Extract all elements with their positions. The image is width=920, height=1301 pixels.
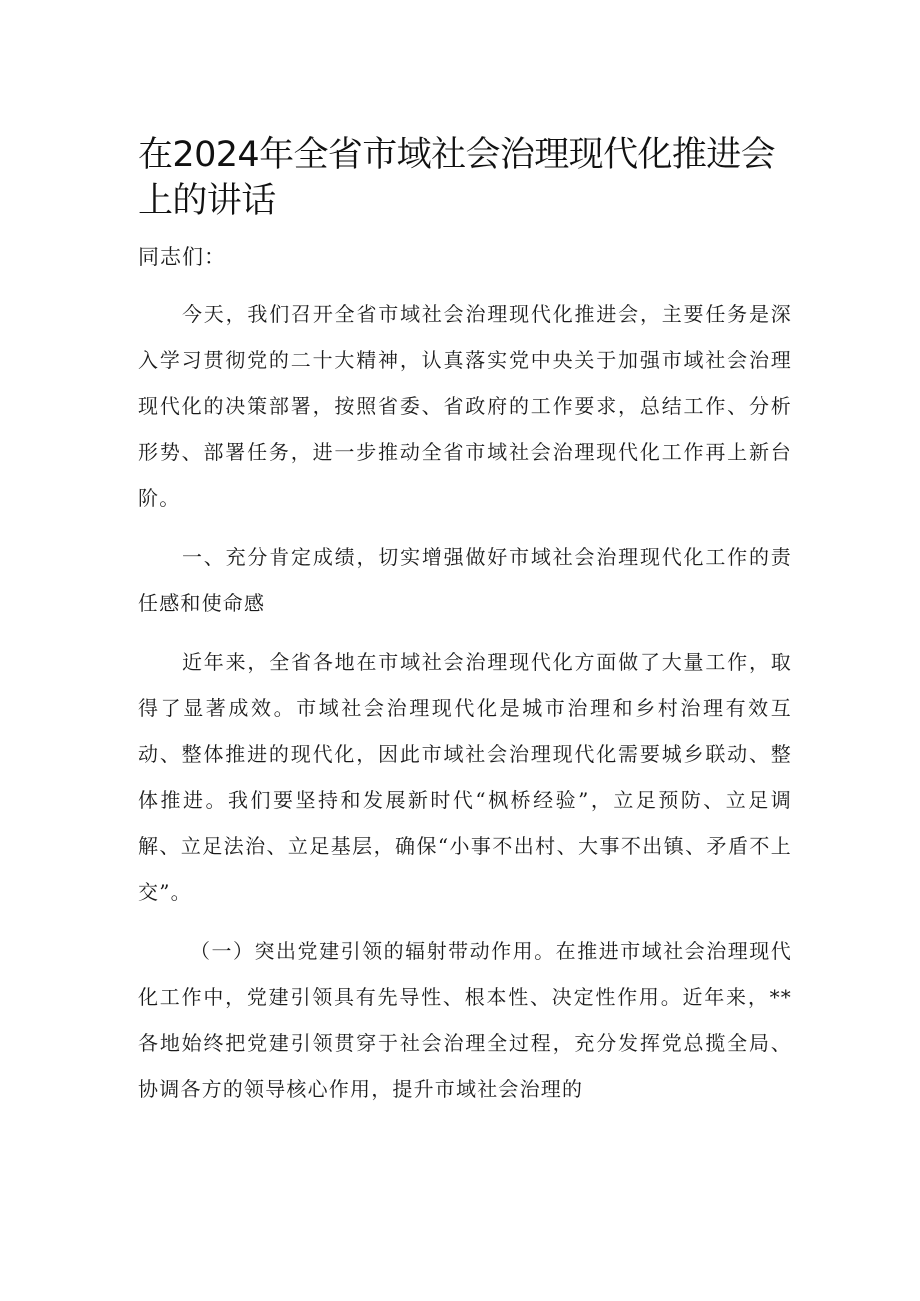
body-paragraph-party-leadership: （一）突出党建引领的辐射带动作用。在推进市域社会治理现代化工作中，党建引领具有先导性、根本性、决定性作用。近年来，**各地始终把党建引领贯穿于社会治理全过程，充分发挥党总揽全局、协调各方的领导核心作用，提升市域社会治理的: [138, 939, 792, 1101]
salutation: 同志们：: [138, 245, 226, 269]
body-paragraph-achievements: 近年来，全省各地在市域社会治理现代化方面做了大量工作，取得了显著成效。市域社会治理现代化是城市治理和乡村治理有效互动、整体推进的现代化，因此市域社会治理现代化需要城乡联动、整体推进。我们要坚持和发展新时代“枫桥经验”，立足预防、立足调解、立足法治、立足基层，确保“小事不出村、大事不出镇、矛盾不上交”。: [138, 650, 792, 904]
document-title: 在2024年全省市域社会治理现代化推进会上的讲话: [138, 135, 776, 221]
section-heading-one: 一、充分肯定成绩，切实增强做好市域社会治理现代化工作的责任感和使命感: [138, 545, 792, 615]
body-paragraph-intro: 今天，我们召开全省市域社会治理现代化推进会，主要任务是深入学习贯彻党的二十大精神，认真落实党中央关于加强市域社会治理现代化的决策部署，按照省委、省政府的工作要求，总结工作、分析形势、部署任务，进一步推动全省市域社会治理现代化工作再上新台阶。: [138, 302, 792, 510]
